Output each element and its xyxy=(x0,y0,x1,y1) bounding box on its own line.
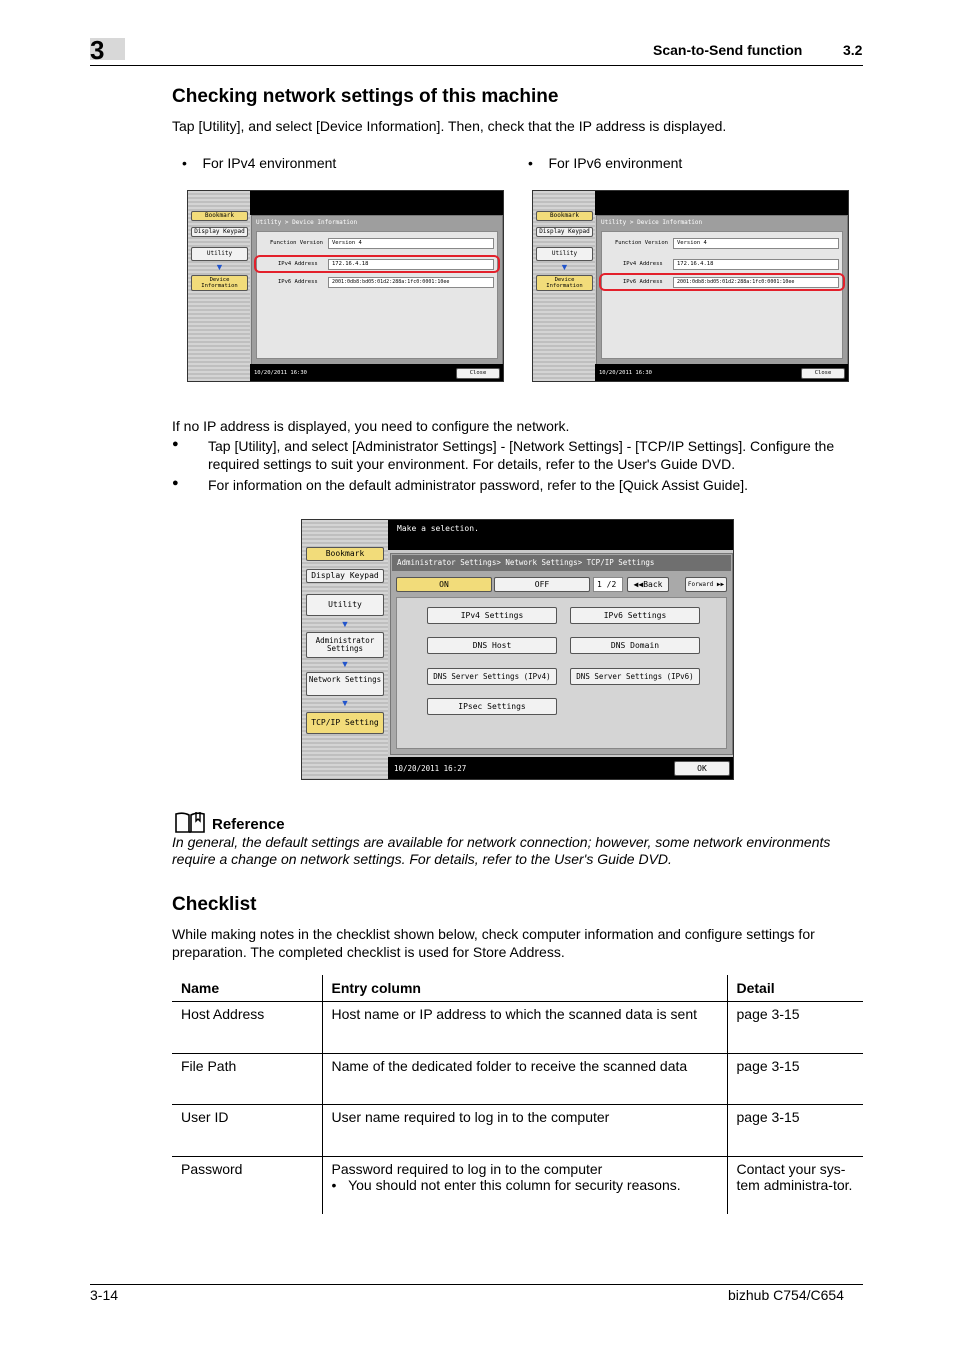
ipv6-address-label: IPv6 Address xyxy=(623,279,663,285)
ipv6-settings-button[interactable]: IPv6 Settings xyxy=(570,607,700,624)
tcpip-settings-screen xyxy=(301,519,734,780)
bullet-ipv6-text: For IPv6 environment xyxy=(548,155,683,171)
off-toggle[interactable]: OFF xyxy=(494,577,590,592)
page-indicator: 1 /2 xyxy=(593,577,623,592)
running-header-section: 3.2 xyxy=(843,42,863,58)
utility-button[interactable]: Utility xyxy=(191,247,248,261)
display-keypad-button[interactable]: Display Keypad xyxy=(306,569,384,583)
cell-name: User ID xyxy=(172,1104,322,1156)
table-row xyxy=(172,1104,863,1156)
down-arrow-icon: ▼ xyxy=(340,698,350,708)
back-button[interactable] xyxy=(627,577,669,592)
bullet-ipv6: • For IPv6 environment xyxy=(528,155,683,171)
table-row xyxy=(172,1156,863,1214)
table-header-row xyxy=(172,975,863,1001)
chapter-number: 3 xyxy=(90,35,105,65)
highlight-ipv4 xyxy=(254,255,500,273)
section-heading-checklist: Checklist xyxy=(172,894,257,915)
display-keypad-button[interactable]: Display Keypad xyxy=(536,227,593,237)
function-version-value: Version 4 xyxy=(328,238,494,249)
bullet-password-text: For information on the default administrator password, refer to the [Quick Assist Guide]. xyxy=(208,477,749,493)
function-version-value: Version 4 xyxy=(673,238,839,249)
dns-host-button[interactable]: DNS Host xyxy=(427,637,557,654)
bookmark-button[interactable]: Bookmark xyxy=(536,211,593,221)
bullet-ipv4-text: For IPv4 environment xyxy=(202,155,337,171)
ipv4-settings-button[interactable]: IPv4 Settings xyxy=(427,607,557,624)
reference-book-icon xyxy=(174,810,206,834)
screen-datetime: 10/20/2011 16:30 xyxy=(599,370,652,376)
network-settings-button[interactable]: Network Settings xyxy=(306,672,384,696)
section-heading-network: Checking network settings of this machine xyxy=(172,86,559,107)
screen-topbar xyxy=(595,191,848,215)
cell-detail: page 3-15 xyxy=(727,1001,863,1053)
checklist-intro: While making notes in the checklist shown below, check computer information and configure settings for preparation. The completed checklist is used for Store Address. xyxy=(172,926,815,960)
screen-top-message: Make a selection. xyxy=(397,524,479,533)
column-header-entry: Entry column xyxy=(322,975,727,1001)
utility-button[interactable]: Utility xyxy=(536,247,593,261)
no-ip-text: If no IP address is displayed, you need to configure the network. xyxy=(172,418,570,434)
screen-topbar xyxy=(250,191,503,215)
forward-label: Forward xyxy=(687,581,714,588)
cell-name: Password xyxy=(172,1156,322,1214)
screen-breadcrumb: Utility > Device Information xyxy=(256,219,358,226)
tcpip-setting-button[interactable]: TCP/IP Setting xyxy=(306,712,384,734)
back-label: Back xyxy=(643,580,663,589)
reference-text: In general, the default settings are available for network connection; however, some network environments require a change on network settings. For details, refer to the User's Guide DVD. xyxy=(172,834,831,867)
screen-breadcrumb: Utility > Device Information xyxy=(601,219,703,226)
cell-entry xyxy=(322,1156,727,1214)
cell-entry: Name of the dedicated folder to receive the scanned data xyxy=(322,1053,727,1104)
device-information-button[interactable]: Device Information xyxy=(191,275,248,291)
device-information-button[interactable]: Device Information xyxy=(536,275,593,291)
cell-entry-text: Password required to log in to the computer xyxy=(331,1160,603,1177)
bullet-tcpip-text: Tap [Utility], and select [Administrator Settings] - [Network Settings] - [TCP/IP Settings]. Configure the required settings to suit your environment. For details, refer to the User's Guide DVD. xyxy=(208,438,835,472)
cell-detail: page 3-15 xyxy=(727,1053,863,1104)
dns-server-ipv6-button[interactable]: DNS Server Settings (IPv6) xyxy=(570,668,700,685)
screen-breadcrumb: Administrator Settings> Network Settings> TCP/IP Settings xyxy=(397,558,655,567)
cell-entry-bullet-text: You should not enter this column for security reasons. xyxy=(348,1176,681,1193)
ipv6-address-value: 2001:0db8:bd05:01d2:288a:1fc0:0001:10ee xyxy=(328,277,494,288)
forward-arrow-icon: ▶▶ xyxy=(713,581,725,588)
ipv6-address-value: 2001:0db8:bd05:01d2:288a:1fc0:0001:10ee xyxy=(673,277,839,288)
bookmark-button[interactable]: Bookmark xyxy=(306,547,384,561)
reference-title: Reference xyxy=(212,816,285,833)
ipv4-address-label: IPv4 Address xyxy=(623,261,663,267)
cell-entry: User name required to log in to the computer xyxy=(322,1104,727,1156)
column-header-name: Name xyxy=(172,975,322,1001)
on-toggle[interactable]: ON xyxy=(396,577,492,592)
bullet-ipv4: • For IPv4 environment xyxy=(182,155,337,171)
down-arrow-icon: ▼ xyxy=(340,659,350,669)
device-info-screen-ipv4 xyxy=(187,190,504,382)
intro-text: Tap [Utility], and select [Device Information]. Then, check that the IP address is displayed. xyxy=(172,118,727,134)
down-arrow-icon: ▼ xyxy=(215,262,224,272)
down-arrow-icon: ▼ xyxy=(560,262,569,272)
screen-inner-panel xyxy=(601,231,843,359)
screen-inner-panel xyxy=(256,231,498,359)
function-version-label: Function Version xyxy=(270,240,323,246)
highlight-ipv6 xyxy=(599,273,845,291)
bullet-dot: ● xyxy=(172,477,179,489)
close-button[interactable]: Close xyxy=(456,368,500,379)
ok-button[interactable]: OK xyxy=(674,761,730,776)
administrator-settings-button[interactable]: Administrator Settings xyxy=(306,632,384,658)
close-button[interactable]: Close xyxy=(801,368,845,379)
dns-server-ipv4-button[interactable]: DNS Server Settings (IPv4) xyxy=(427,668,557,685)
device-info-screen-ipv6 xyxy=(532,190,849,382)
screen-datetime: 10/20/2011 16:30 xyxy=(254,370,307,376)
cell-name: File Path xyxy=(172,1053,322,1104)
ipsec-settings-button[interactable]: IPsec Settings xyxy=(427,698,557,715)
forward-button[interactable] xyxy=(685,577,727,592)
cell-detail: page 3-15 xyxy=(727,1104,863,1156)
cell-entry-bullet: • You should not enter this column for security reasons. xyxy=(331,1176,681,1193)
checklist-table xyxy=(172,975,863,1214)
table-row xyxy=(172,1001,863,1053)
function-version-label: Function Version xyxy=(615,240,668,246)
ipv6-address-label: IPv6 Address xyxy=(278,279,318,285)
utility-button[interactable]: Utility xyxy=(306,594,384,616)
column-header-detail: Detail xyxy=(727,975,863,1001)
bullet-dot: ● xyxy=(172,438,179,450)
page-number: 3-14 xyxy=(90,1287,119,1303)
screen-datetime: 10/20/2011 16:27 xyxy=(394,764,467,773)
down-arrow-icon: ▼ xyxy=(340,619,350,629)
bookmark-button[interactable]: Bookmark xyxy=(191,211,248,221)
dns-domain-button[interactable]: DNS Domain xyxy=(570,637,700,654)
product-name: bizhub C754/C654 xyxy=(728,1287,844,1303)
ipv4-address-value: 172.16.4.18 xyxy=(673,259,839,270)
cell-detail: Contact your sys-tem administra-tor. xyxy=(727,1156,863,1214)
ipv4-address-label: IPv4 Address xyxy=(278,261,318,267)
cell-entry: Host name or IP address to which the scanned data is sent xyxy=(322,1001,727,1053)
ipv4-address-value: 172.16.4.18 xyxy=(328,259,494,270)
display-keypad-button[interactable]: Display Keypad xyxy=(191,227,248,237)
running-header-title: Scan-to-Send function xyxy=(653,42,803,58)
footer-rule xyxy=(90,1284,863,1285)
cell-name: Host Address xyxy=(181,1005,265,1022)
header-rule xyxy=(90,65,863,66)
table-row xyxy=(172,1053,863,1104)
back-arrow-icon: ◀◀ xyxy=(633,580,644,589)
